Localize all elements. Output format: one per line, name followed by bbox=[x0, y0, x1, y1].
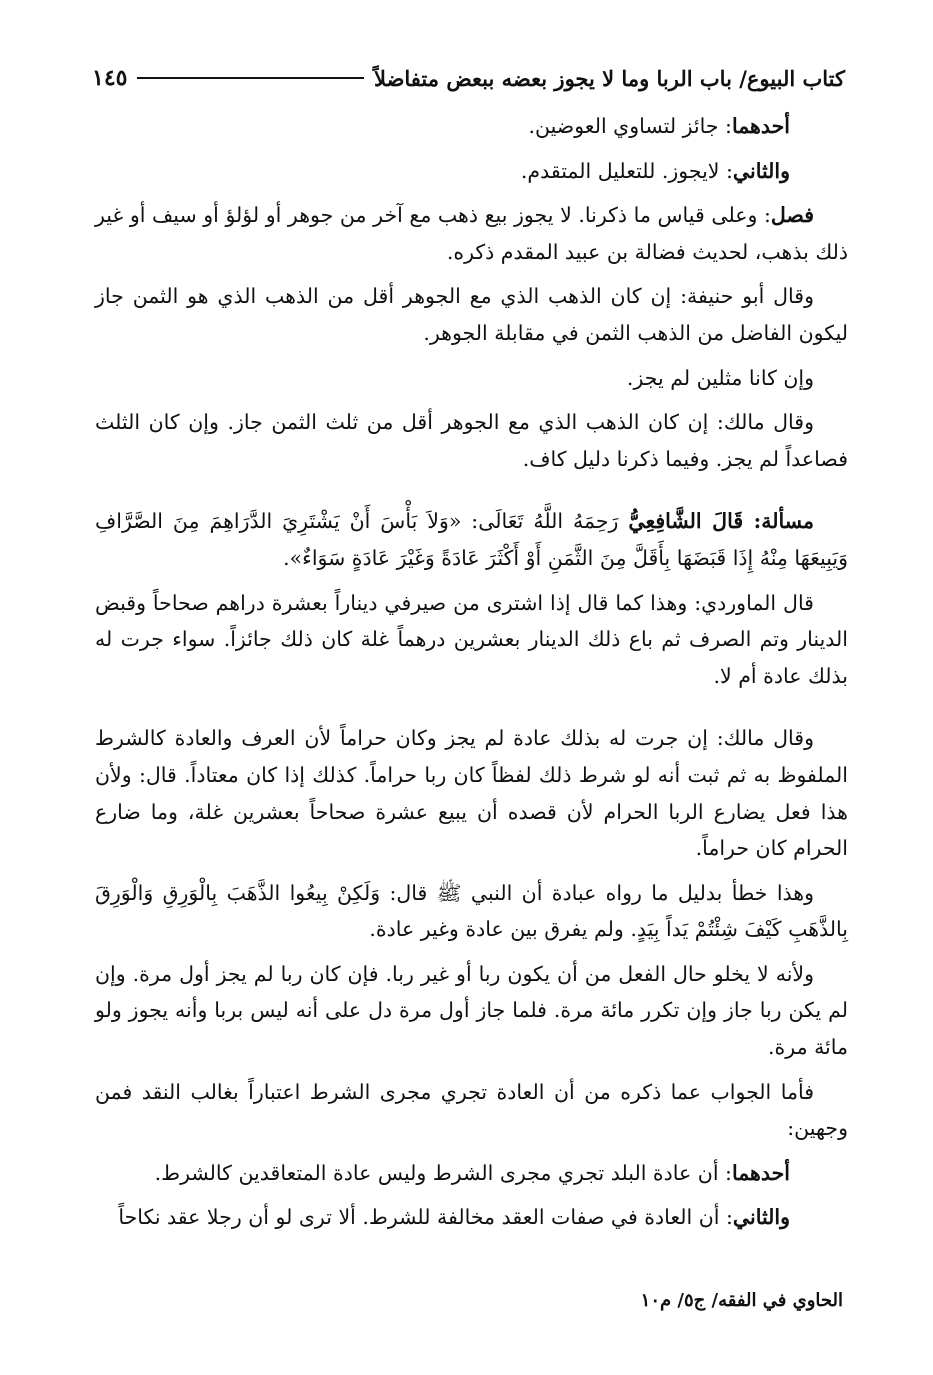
paragraph bbox=[95, 153, 848, 190]
paragraph bbox=[95, 360, 848, 397]
paragraph bbox=[95, 1074, 848, 1147]
paragraph-label: مسألة: قَالَ الشَّافِعِيُّ bbox=[628, 509, 814, 534]
paragraph bbox=[95, 720, 848, 866]
paragraph-label: أحدهما bbox=[731, 114, 790, 138]
paragraph-text: ولأنه لا يخلو حال الفعل من أن يكون ربا أو غير ربا. فإن كان ربا لم يجز أول مرة. وإن لم يكن ربا جاز وإن تكرر مائة مرة. فلما جاز أول مرة دل على أنه ليس بربا وأنه يجوز ولو مائة مرة. bbox=[95, 961, 848, 1060]
paragraph-text: : جائز لتساوي العوضين. bbox=[528, 114, 732, 138]
page-number: ١٤٥ bbox=[92, 65, 128, 91]
paragraph bbox=[95, 1155, 848, 1192]
running-header bbox=[92, 58, 845, 98]
paragraph-text: وهذا خطأ بدليل ما رواه عبادة أن النبي ﷺ قال: وَلَكِنْ بِيعُوا الذَّهَبَ بِالْوَرِقِ وَالْوَرِقَ بِالذَّهَبِ كَيْفَ شِئْتُمْ يَداً بِيَدٍ. ولم يفرق بين عادة وغير عادة. bbox=[95, 880, 848, 942]
paragraph-text: وإن كانا مثلين لم يجز. bbox=[626, 365, 814, 390]
paragraph-text: رَحِمَهُ اللَّهُ تَعَالَى: «وَلاَ بَأْسَ أَنْ يَشْتَرِيَ الدَّرَاهِمَ مِنَ الصَّرَّافِ وَيَبِيعَهَا مِنْهُ إِذَا قَبَضَهَا بِأَقَلَّ مِنَ الثَّمَنِ أَوْ أَكْثَرَ عَادَةً وَغَيْرَ عَادَةٍ سَوَاءٌ». bbox=[95, 509, 848, 570]
paragraph-text: : أن العادة في صفات العقد مخالفة للشرط. ألا ترى لو أن رجلا عقد نكاحاً bbox=[118, 1205, 733, 1230]
paragraph-text: وقال مالك: إن جرت له بذلك عادة لم يجز وكان حراماً لأن العرف والعادة كالشرط الملفوظ به ثم ثبت أنه لو شرط ذلك لفظاً كان ربا حراماً. كذلك إذا كان معتاداً. قال: ولأن هذا فعل يضارع الربا الحرام لأن قصده أن يبيع عشرة صحاحاً بعشرين غلة، وما ضارع الحرام كان حراماً. bbox=[95, 726, 848, 861]
paragraph-text: فأما الجواب عما ذكره من أن العادة تجري مجرى الشرط اعتباراً بغالب النقد فمن وجهين: bbox=[95, 1079, 848, 1141]
paragraph-label: فصل bbox=[770, 203, 814, 228]
paragraph-label: والثاني bbox=[732, 158, 790, 183]
paragraph-label: والثاني bbox=[732, 1205, 790, 1230]
paragraph-text: : أن عادة البلد تجري مجرى الشرط وليس عادة المتعاقدين كالشرط. bbox=[154, 1160, 732, 1185]
paragraph-label: أحدهما bbox=[731, 1160, 790, 1185]
paragraph bbox=[95, 1199, 848, 1236]
paragraph bbox=[95, 108, 848, 145]
paragraph bbox=[95, 503, 848, 576]
header-rule bbox=[137, 77, 364, 79]
paragraph bbox=[95, 585, 848, 695]
paragraph-text: : وعلى قياس ما ذكرنا. لا يجوز بيع ذهب مع آخر من جوهر أو لؤلؤ أو سيف أو غير ذلك بذهب، لحديث فضالة بن عبيد المقدم ذكره. bbox=[95, 203, 848, 264]
paragraph-text: وقال مالك: إن كان الذهب الذي مع الجوهر أقل من ثلث الثمن جاز. وإن كان الثلث فصاعداً لم يجز. وفيما ذكرنا دليل كاف. bbox=[95, 410, 848, 471]
paragraph-text: وقال أبو حنيفة: إن كان الذهب الذي مع الجوهر أقل من الذهب الذي هو الثمن جاز ليكون الفاضل من الذهب الثمن في مقابلة الجوهر. bbox=[95, 284, 848, 345]
paragraph-text: : لايجوز. للتعليل المتقدم. bbox=[520, 158, 733, 183]
paragraph-text: قال الماوردي: وهذا كما قال إذا اشترى من صيرفي ديناراً بعشرة دراهم صحاحاً وقبض الدينار وتم الصرف ثم باع ذلك الدينار بعشرين درهماً غلة كان ذلك جائزاً. سواء جرت له بذلك عادة أم لا. bbox=[95, 590, 848, 688]
chapter-title: كتاب البيوع/ باب الربا وما لا يجوز بعضه ببعض متفاضلاً bbox=[374, 65, 845, 91]
body-text bbox=[95, 108, 848, 1244]
book-signature: الحاوي في الفقه/ ج٥/ م١٠ bbox=[640, 1290, 843, 1311]
paragraph bbox=[95, 278, 848, 351]
paragraph bbox=[95, 875, 848, 948]
paragraph bbox=[95, 956, 848, 1066]
paragraph bbox=[95, 197, 848, 270]
paragraph bbox=[95, 404, 848, 477]
